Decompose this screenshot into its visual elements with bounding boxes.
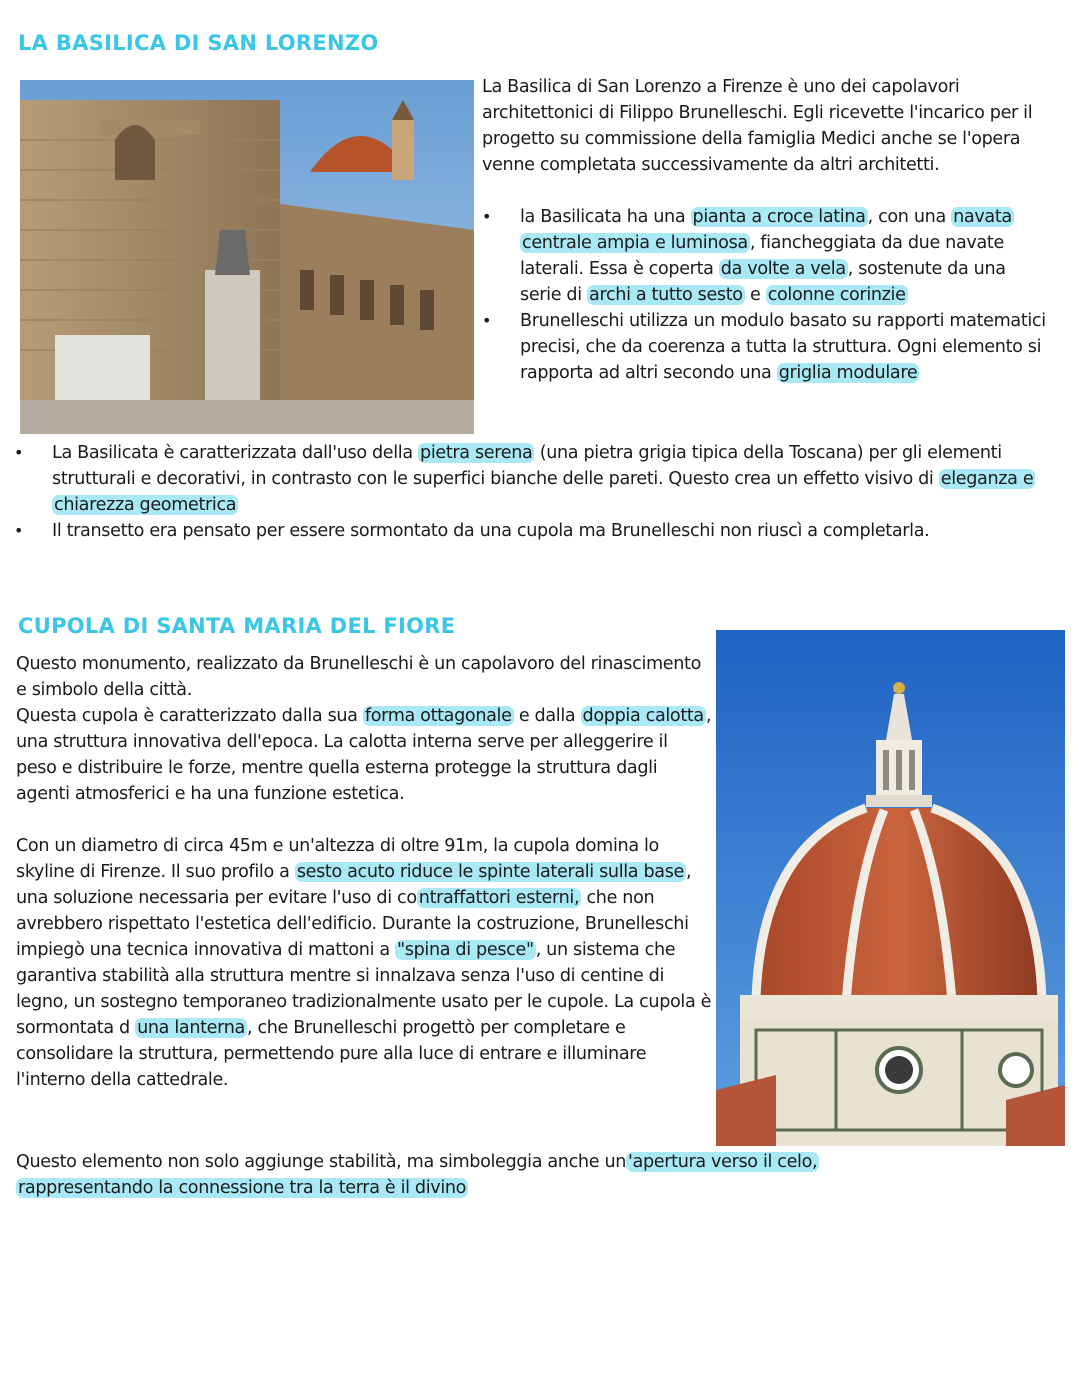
cupola-para-4: Questo elemento non solo aggiunge stabilità, ma simboleggia anche un 'apertura verso il celo, rappresentando la connessione tra la terra è il divino [16, 1152, 818, 1198]
basilica-photo [20, 80, 474, 434]
cupola-photo [716, 630, 1065, 1146]
basilica-bullets-upper [482, 204, 1048, 386]
list-item: • La Basilicata è caratterizzata dall'uso della pietra serena (una pietra grigia tipica della Toscana) per gli elementi strutturali e decorativi, in contrasto con le superfici bianche delle pareti. Questo crea un effetto visivo di eleganza e chiarezza geometrica [14, 440, 1064, 518]
list-item: • Il transetto era pensato per essere sormontato da una cupola ma Brunelleschi non riuscì a completarla. [14, 518, 1064, 544]
list-item: • la Basilicata ha una pianta a croce latina , con una navata centrale ampia e luminosa , fiancheggiata da due navate laterali. Essa è coperta da volte a vela , sostenute da una serie di archi a tutto sesto e colonne corinzie [482, 204, 1048, 308]
cupola-para-3: Con un diametro di circa 45m e un'altezza di oltre 91m, la cupola domina lo skyline di Firenze. Il suo profilo a sesto acuto riduce le spinte laterali sulla base , una soluzione necessaria per evitare l'uso di co ntraffattori esterni, che non avrebbero rispettato l'estetica dell'edificio. Durante la costruzione, Brunelleschi impiegò una tecnica innovativa di mattoni a "spina di pesce" , un sistema che garantiva stabilità alla struttura mentre si innalzava senza l'uso di centine di legno, un sostegno temporaneo tradizionalmente usato per le cupole. La cupola è sormontata d una lanterna , che Brunelleschi progettò per completare e consolidare la struttura, permettendo pure alla luce di entrare e illuminare l'interno della cattedrale. [16, 836, 712, 1090]
basilica-bullets-lower [14, 440, 1064, 544]
cupola-para-1: Questo monumento, realizzato da Brunelleschi è un capolavoro del rinascimento e simbolo della città. [16, 654, 702, 700]
basilica-intro: La Basilica di San Lorenzo a Firenze è uno dei capolavori architettonici di Filippo Brunelleschi. Egli ricevette l'incarico per il progetto su commissione della famiglia Medici anche se l'opera venne completata successivamente da altri architetti. [482, 77, 1033, 175]
cupola-para-2: Questa cupola è caratterizzato dalla sua forma ottagonale e dalla doppia calotta , una struttura innovativa dell'epoca. La calotta interna serve per alleggerire il peso e distribuire le forze, mentre quella esterna protegge la struttura dagli agenti atmosferici e ha una funzione estetica. [16, 706, 712, 804]
cupola-title: CUPOLA DI SANTA MARIA DEL FIORE [18, 614, 456, 638]
list-item: • Brunelleschi utilizza un modulo basato su rapporti matematici precisi, che da coerenza a tutta la struttura. Ogni elemento si rapporta ad altri secondo una griglia modulare [482, 308, 1048, 386]
basilica-title: LA BASILICA DI SAN LORENZO [18, 31, 379, 55]
